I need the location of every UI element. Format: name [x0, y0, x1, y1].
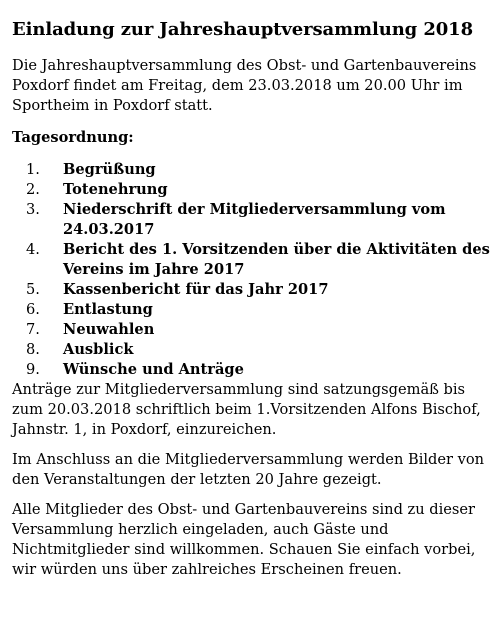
agenda-item: [12, 200, 490, 240]
agenda-item: [12, 160, 490, 180]
agenda-item-number: 4.: [26, 241, 40, 258]
agenda-item: [12, 280, 490, 300]
agenda-item-number: 7.: [26, 321, 40, 338]
agenda-item-text: Bericht des 1. Vorsitzenden über die Aktivitäten des Vereins im Jahre 2017: [63, 241, 490, 278]
agenda-item-text: Kassenbericht für das Jahr 2017: [63, 281, 329, 298]
agenda-item: [12, 360, 490, 380]
agenda-item-number: 6.: [26, 301, 40, 318]
agenda-item-number: 2.: [26, 181, 40, 198]
agenda-item-text: Wünsche und Anträge: [63, 361, 244, 378]
einladung-paragraph: Alle Mitglieder des Obst- und Gartenbauvereins sind zu dieser Versammlung herzlich eingeladen, auch Gäste und Nichtmitglieder sind willkommen. Schauen Sie einfach vorbei, wir würden uns über zahlreiches Erscheinen freuen.: [12, 501, 476, 578]
agenda-item-text: Neuwahlen: [63, 321, 155, 338]
agenda-list: [12, 160, 490, 380]
agenda-item-number: 5.: [26, 281, 40, 298]
agenda-item-number: 8.: [26, 341, 40, 358]
agenda-heading: Tagesordnung:: [12, 129, 134, 146]
intro-paragraph: Die Jahreshauptversammlung des Obst- und Gartenbauvereins Poxdorf findet am Freitag, dem 23.03.2018 um 20.00 Uhr im Sportheim in Poxdorf statt.: [12, 57, 477, 114]
agenda-item: [12, 180, 490, 200]
agenda-item: [12, 300, 490, 320]
antraege-paragraph: Anträge zur Mitgliederversammlung sind satzungsgemäß bis zum 20.03.2018 schriftlich beim 1.Vorsitzenden Alfons Bischof, Jahnstr. 1, in Poxdorf, einzureichen.: [12, 381, 481, 438]
agenda-item: [12, 240, 490, 280]
document-title: Einladung zur Jahreshauptversammlung 2018: [12, 19, 474, 40]
agenda-item-text: Ausblick: [63, 341, 134, 358]
agenda-item-number: 1.: [26, 161, 40, 178]
bilder-paragraph: Im Anschluss an die Mitgliederversammlung werden Bilder von den Veranstaltungen der letzten 20 Jahre gezeigt.: [12, 451, 485, 488]
agenda-item-number: 9.: [26, 361, 40, 378]
agenda-item-text: Niederschrift der Mitgliederversammlung vom 24.03.2017: [63, 201, 446, 238]
agenda-item: [12, 340, 490, 360]
agenda-item-text: Totenehrung: [63, 181, 168, 198]
agenda-item-number: 3.: [26, 201, 40, 218]
agenda-item-text: Entlastung: [63, 301, 153, 318]
agenda-item-text: Begrüßung: [63, 161, 156, 178]
agenda-item: [12, 320, 490, 340]
